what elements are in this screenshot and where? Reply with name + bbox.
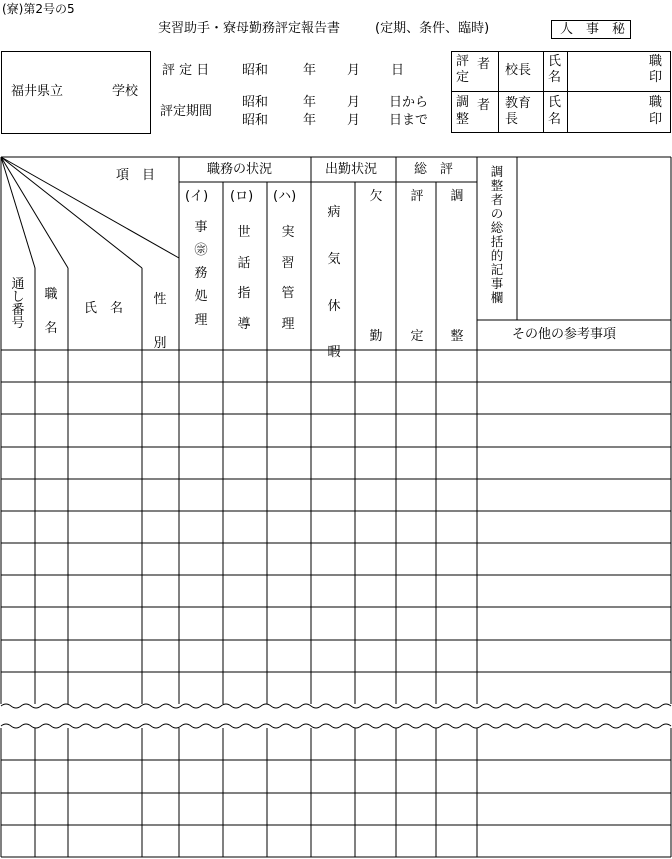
form-title-sub: (定期、条件、臨時) xyxy=(375,21,490,36)
period-from-era: 昭和 xyxy=(242,95,269,110)
form-title: 実習助手・寮母勤務評定報告書 xyxy=(158,21,341,36)
period-to-year: 年 xyxy=(303,113,317,128)
sick-leave-header: 病 気 休 暇 xyxy=(327,205,341,361)
school-prefix: 福井県立 xyxy=(11,84,64,99)
eval-date-day: 日 xyxy=(391,63,405,78)
duty-b-mark: (ロ) xyxy=(230,189,254,204)
adjuster-label-2: 者 xyxy=(477,98,491,113)
form-number: (寮)第2号の5 xyxy=(2,2,75,16)
eval-date-month: 月 xyxy=(347,63,361,78)
eval-date-label: 評 定 日 xyxy=(162,63,210,78)
adjuster-label-3: 整 xyxy=(456,112,470,127)
period-from-suffix: 日から xyxy=(389,95,429,110)
period-from-month: 月 xyxy=(347,95,361,110)
confidential-label: 人 事 秘 xyxy=(560,22,626,37)
period-label: 評定期間 xyxy=(160,104,213,119)
duty-c-mark: (ハ) xyxy=(273,189,297,204)
col-sex-header: 性 別 xyxy=(153,292,167,352)
period-to-era: 昭和 xyxy=(242,113,269,128)
eval-date-year: 年 xyxy=(303,63,317,78)
adjuster-label-1: 調 xyxy=(456,95,470,110)
attendance-header: 出勤状況 xyxy=(325,162,378,177)
adjuster-seal-1: 職 xyxy=(649,95,663,110)
absence-header: 欠 勤 xyxy=(369,189,383,344)
adjuster-notes-header: 調 整 者 の 総 括 的 記 事 欄 xyxy=(490,164,504,305)
col-serial-header: 通 し 番 号 xyxy=(11,277,25,331)
evaluator-seal-2: 印 xyxy=(649,70,663,85)
overall-header: 総 評 xyxy=(414,162,454,177)
school-box xyxy=(1,51,151,134)
eval-date-era: 昭和 xyxy=(242,63,269,78)
rating-header: 評 定 xyxy=(410,189,424,344)
evaluator-label-2: 者 xyxy=(477,57,491,72)
period-to-suffix: 日まで xyxy=(389,113,429,128)
adjustment-header: 調 整 xyxy=(450,189,464,344)
duty-b-header: 世 話 指 導 xyxy=(237,225,251,332)
adjuster-name-label-2: 名 xyxy=(548,112,562,127)
school-suffix: 学校 xyxy=(112,84,139,99)
evaluator-label-1: 評 xyxy=(456,54,470,69)
col-position-header: 職 名 xyxy=(44,287,58,336)
break-wave-bottom xyxy=(1,724,671,728)
duty-a-header: 事 ㊪ 務 処 理 xyxy=(194,220,208,328)
other-notes-header: その他の参考事項 xyxy=(512,327,617,342)
item-header: 項 目 xyxy=(116,168,156,183)
break-wave-top xyxy=(1,704,671,708)
evaluator-title: 校長 xyxy=(505,63,532,78)
adjuster-name-label-1: 氏 xyxy=(548,95,562,110)
confidential-stamp-box xyxy=(551,20,631,39)
duty-c-header: 実 習 管 理 xyxy=(281,225,295,332)
period-to-month: 月 xyxy=(347,113,361,128)
col-name-header: 氏 名 xyxy=(84,301,124,316)
evaluator-label-3: 定 xyxy=(456,70,470,85)
adjuster-seal-2: 印 xyxy=(649,112,663,127)
duties-header: 職務の状況 xyxy=(207,162,273,177)
evaluator-name-label-1: 氏 xyxy=(548,54,562,69)
period-from-year: 年 xyxy=(303,95,317,110)
adjuster-title-1: 教育 xyxy=(505,96,532,111)
adjuster-title-2: 長 xyxy=(505,112,519,127)
evaluator-name-label-2: 名 xyxy=(548,70,562,85)
duty-a-mark: (イ) xyxy=(185,189,209,204)
evaluator-seal-1: 職 xyxy=(649,54,663,69)
